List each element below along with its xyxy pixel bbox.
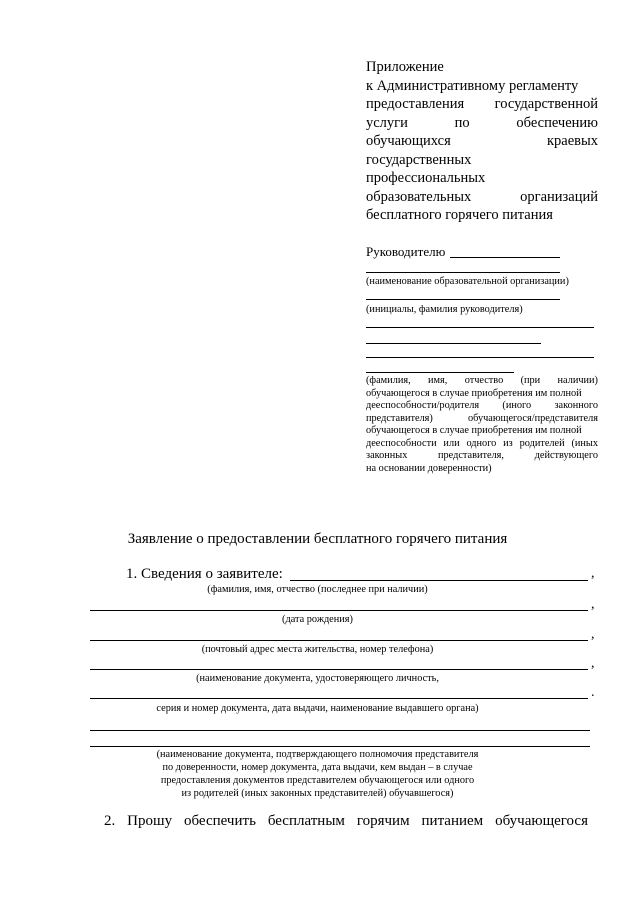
applicant-field-line[interactable] [366,372,514,373]
doc-field-line[interactable] [90,698,588,699]
period: . [591,685,595,700]
header-line: государственных [366,151,472,168]
header-line: Приложение [366,59,444,75]
header-line: обучающихся краевых [366,133,598,149]
applicant-caption-line: законных представителя, действующего [366,450,598,461]
header-line: бесплатного горячего питания [366,207,553,223]
caption-doc-details: серия и номер документа, дата выдачи, наименование выдавшего органа) [156,703,479,714]
recipient-label: Руководителю [366,244,446,259]
caption-fio: (фамилия, имя, отчество (последнее при наличии) [207,584,428,595]
section1-label: 1. Сведения о заявителе: [126,566,283,582]
doc-details-line[interactable] [90,730,590,731]
comma: , [591,627,595,642]
head-field-line[interactable] [366,299,560,300]
applicant-caption-line: обучающегося в случае приобретения им полной [366,425,582,436]
caption-birth: (дата рождения) [282,614,353,625]
birth-field-line[interactable] [90,640,588,641]
applicant-caption-line: (фамилия, имя, отчество (при наличии) [366,375,598,386]
comma: , [591,597,595,612]
header-line: услуги по обеспечению [366,114,598,131]
section2-text: 2. Прошу обеспечить бесплатным горячим питанием обучающегося [104,813,588,829]
rep-field-line[interactable] [90,746,590,747]
applicant-caption-line: дееспособности или одного из родителей (иных [366,437,598,449]
fio-field-line[interactable] [290,580,588,581]
caption-rep-line: из родителей (иных законных представителей) обучавшегося) [181,788,454,799]
caption-address: (почтовый адрес места жительства, номер телефона) [201,644,434,655]
comma: , [591,656,595,671]
applicant-caption [366,375,598,475]
address-field-line[interactable] [90,669,588,670]
fio-continued-line[interactable] [90,610,588,611]
comma: , [591,566,595,581]
header-line: профессиональных [366,170,486,186]
applicant-caption-line: представителя) обучающегося/представителя [366,412,598,424]
recipient-field-line[interactable] [450,257,560,258]
caption-rep-line: по доверенности, номер документа, дата выдачи, кем выдан – в случае [162,762,473,773]
header-line: предоставления государственной [366,96,598,112]
appendix-header [366,58,598,225]
caption-rep-line: (наименование документа, подтверждающего полномочия представителя [156,749,479,760]
applicant-caption-line: обучающегося в случае приобретения им полной [366,387,582,399]
org-caption: (наименование образовательной организации) [366,276,569,287]
caption-doc: (наименование документа, удостоверяющего личность, [196,673,439,684]
applicant-field-line[interactable] [366,327,594,328]
applicant-caption-line: дееспособности/родителя (иного законного [366,400,598,411]
form-title: Заявление о предоставлении бесплатного горячего питания [127,531,508,547]
applicant-field-line[interactable] [366,343,541,344]
applicant-field-line[interactable] [366,357,594,358]
caption-rep-line: предоставления документов представителем обучающегося или одного [160,775,475,786]
applicant-caption-line: на основании доверенности) [366,462,492,474]
header-line: образовательных организаций [366,188,598,205]
header-line: к Административному регламенту [366,77,579,94]
head-caption: (инициалы, фамилия руководителя) [366,304,523,315]
org-field-line[interactable] [366,272,560,273]
